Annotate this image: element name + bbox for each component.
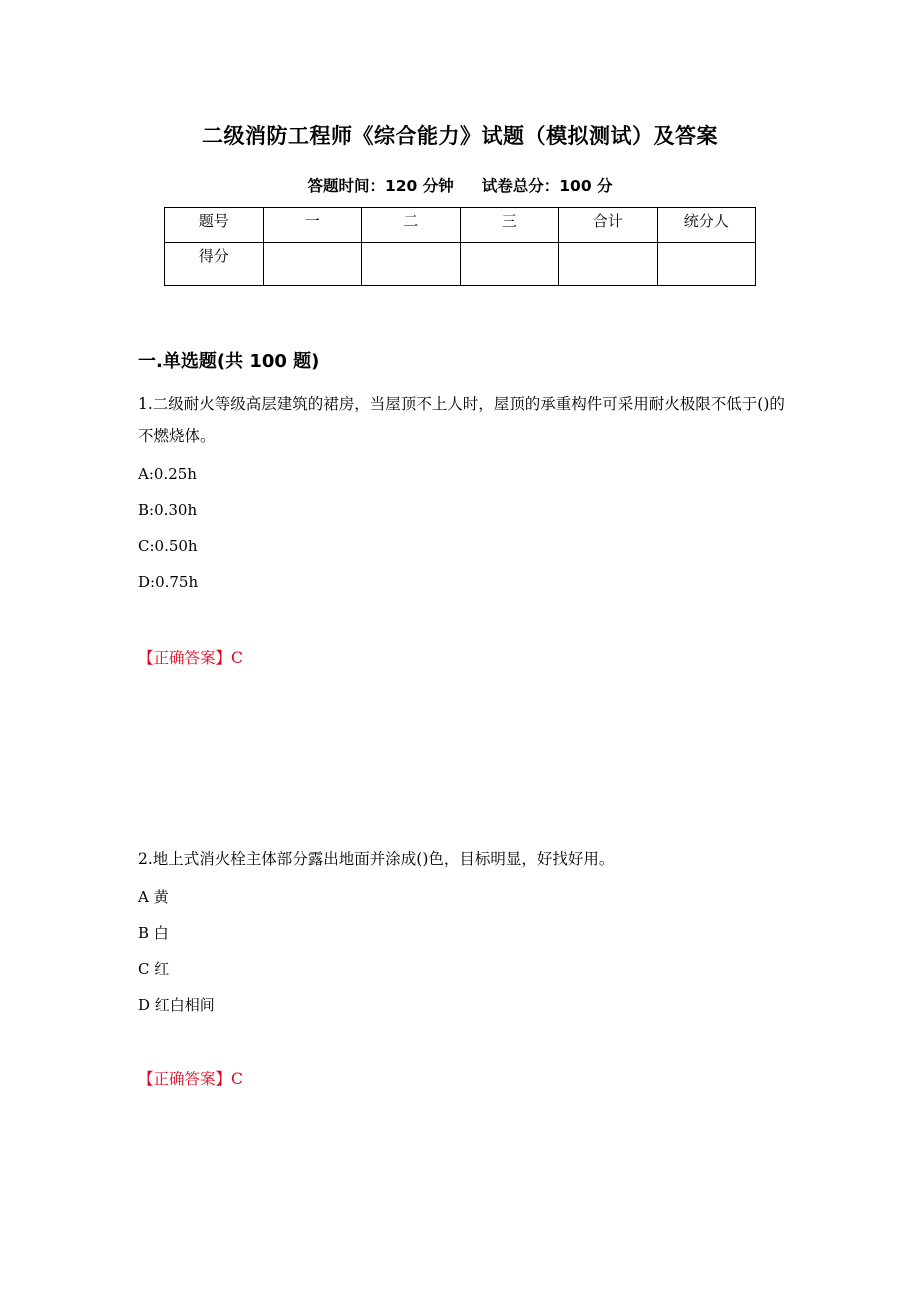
option-d: D 红白相间 — [138, 996, 215, 1014]
score-header-cell: 合计 — [559, 208, 658, 243]
question-text: 1.二级耐火等级高层建筑的裙房，当屋顶不上人时，屋顶的承重构件可采用耐火极限不低于()的不燃烧体。 — [138, 395, 785, 445]
option-a: A 黄 — [138, 888, 169, 906]
exam-total-score: 试卷总分：100 分 — [481, 177, 613, 195]
question-text: 2.地上式消火栓主体部分露出地面并涂成()色，目标明显，好找好用。 — [138, 850, 615, 868]
score-cell — [460, 243, 559, 286]
option-b: B:0.30h — [138, 501, 198, 519]
score-table-header-row — [165, 208, 756, 243]
score-table-score-row — [165, 243, 756, 286]
option-c: C:0.50h — [138, 537, 198, 555]
section-heading: 一.单选题(共 100 题) — [138, 351, 320, 372]
score-header-cell: 题号 — [165, 208, 264, 243]
page-title: 二级消防工程师《综合能力》试题（模拟测试）及答案 — [202, 124, 718, 148]
score-cell — [263, 243, 362, 286]
option-b: B 白 — [138, 924, 169, 942]
exam-time: 答题时间：120 分钟 — [307, 177, 454, 195]
score-row-label: 得分 — [165, 243, 264, 286]
score-header-cell: 统分人 — [657, 208, 756, 243]
option-c: C 红 — [138, 960, 170, 978]
score-cell — [559, 243, 658, 286]
option-a: A:0.25h — [138, 465, 197, 483]
score-cell — [362, 243, 461, 286]
score-header-cell: 一 — [263, 208, 362, 243]
exam-meta — [0, 174, 920, 196]
score-cell — [657, 243, 756, 286]
correct-answer: 【正确答案】C — [138, 649, 243, 667]
option-d: D:0.75h — [138, 573, 199, 591]
correct-answer: 【正确答案】C — [138, 1070, 243, 1088]
score-table — [164, 207, 756, 286]
score-header-cell: 二 — [362, 208, 461, 243]
score-header-cell: 三 — [460, 208, 559, 243]
